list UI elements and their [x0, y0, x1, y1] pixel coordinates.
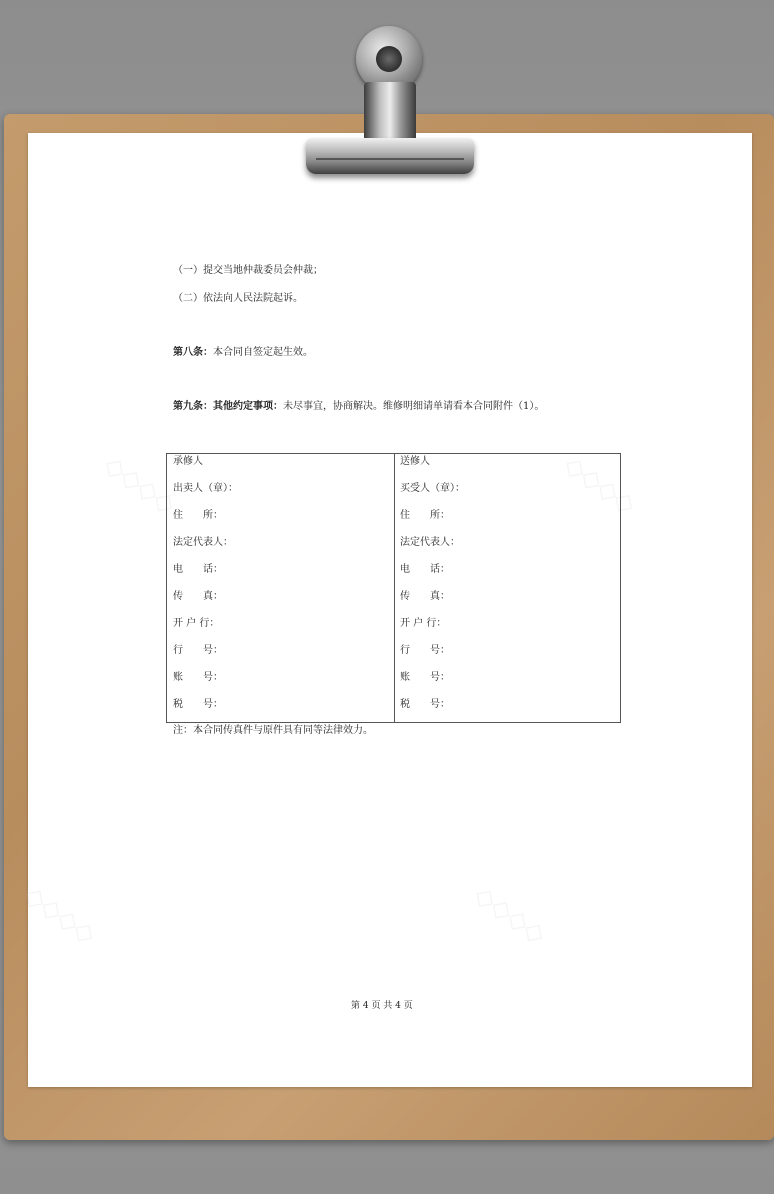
legal-note: 注：本合同传真件与原件具有同等法律效力。 — [173, 725, 373, 736]
clip-neck — [364, 82, 416, 144]
article-9-label: 第九条：其他约定事项： — [173, 401, 283, 412]
arbitration-option-1: （一）提交当地仲裁委员会仲裁； — [173, 265, 323, 276]
repairer-field: 开 户 行： — [173, 618, 220, 629]
arbitration-option-2: （二）依法向人民法院起诉。 — [173, 293, 303, 304]
customer-header: 送修人 — [400, 456, 430, 467]
repairer-field: 出卖人（章）： — [173, 483, 238, 494]
customer-field: 开 户 行： — [400, 618, 447, 629]
repairer-field: 账 号： — [173, 672, 223, 683]
signature-table — [166, 453, 621, 723]
repairer-field: 法定代表人： — [173, 537, 233, 548]
article-8-text: 本合同自签定起生效。 — [213, 347, 313, 358]
customer-field: 法定代表人： — [400, 537, 460, 548]
clip-base — [306, 138, 474, 174]
customer-field: 买受人（章）： — [400, 483, 465, 494]
binder-clip — [300, 26, 480, 176]
article-8-label: 第八条： — [173, 347, 213, 358]
table-divider — [394, 454, 395, 722]
customer-field: 行 号： — [400, 645, 450, 656]
page-footer: 第 4 页 共 4 页 — [351, 1001, 413, 1011]
customer-field: 传 真： — [400, 591, 450, 602]
repairer-field: 税 号： — [173, 699, 223, 710]
customer-field: 住 所： — [400, 510, 450, 521]
repairer-header: 承修人 — [173, 456, 203, 467]
repairer-field: 住 所： — [173, 510, 223, 521]
article-8 — [173, 348, 313, 358]
customer-field: 电 话： — [400, 564, 450, 575]
customer-field: 税 号： — [400, 699, 450, 710]
repairer-field: 传 真： — [173, 591, 223, 602]
repairer-field: 行 号： — [173, 645, 223, 656]
article-9 — [173, 402, 544, 412]
customer-field: 账 号： — [400, 672, 450, 683]
article-9-text: 未尽事宜，协商解决。维修明细请单请看本合同附件（1）。 — [283, 401, 545, 412]
repairer-field: 电 话： — [173, 564, 223, 575]
